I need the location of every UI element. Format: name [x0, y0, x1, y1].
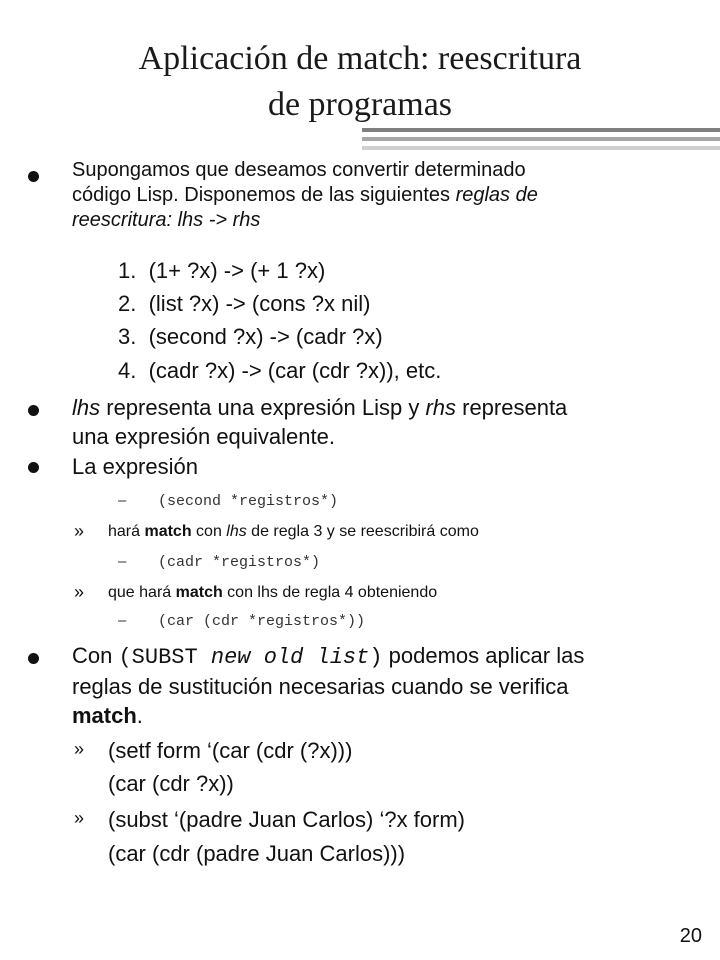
bullet-1-line-3	[72, 208, 538, 233]
bullet-4-line-1	[72, 641, 584, 672]
title-rule-light	[362, 146, 720, 150]
dash-icon: –	[118, 553, 127, 570]
example-1: (setf form ‘(car (cdr (?x)))	[108, 738, 353, 763]
rule-text: (cadr ?x) -> (car (cdr ?x)), etc.	[148, 358, 442, 383]
subst-close: )	[369, 645, 383, 670]
bullet-icon	[28, 653, 39, 664]
rule-text: (list ?x) -> (cons ?x nil)	[148, 291, 371, 316]
bullet-1-line-2-plain: código Lisp. Disponemos de las siguientes	[72, 184, 456, 206]
rule-item	[118, 256, 325, 285]
code-line: (cadr *registros*)	[158, 554, 321, 571]
sub-point-1-pre: hará	[108, 523, 145, 540]
title-line-1: Aplicación de match: reescritura	[138, 40, 582, 77]
example-2-result: (car (cdr (padre Juan Carlos)))	[108, 841, 406, 866]
raquo-icon: »	[74, 582, 85, 602]
bullet-1-line-3-italic: reescritura: lhs -> rhs	[72, 209, 261, 231]
bullet-icon	[28, 405, 39, 416]
dash-icon: –	[118, 492, 127, 509]
bullet-1-line-1: Supongamos que deseamos convertir determinado	[72, 159, 526, 181]
lhs-term: lhs	[226, 523, 247, 540]
sub-point-1-mid: con	[191, 523, 227, 540]
rule-item	[118, 356, 441, 385]
sub-point-2-pre: que hará	[108, 584, 176, 601]
title-line-2: de programas	[267, 86, 453, 123]
bullet-4-con: Con	[72, 643, 119, 668]
rule-number: 3.	[118, 324, 137, 349]
rhs-term: rhs	[425, 395, 456, 420]
rule-text: (1+ ?x) -> (+ 1 ?x)	[148, 258, 326, 283]
subst-code: (SUBST	[118, 645, 211, 670]
match-keyword: match	[72, 703, 137, 728]
title-rule-mid	[362, 137, 720, 141]
sub-point-2-end: con lhs de regla 4 obteniendo	[222, 584, 438, 601]
bullet-1-line-2	[72, 183, 538, 208]
title-rule-dark	[362, 128, 720, 132]
rule-number: 4.	[118, 358, 137, 383]
raquo-icon: »	[74, 739, 85, 759]
bullet-4-line-3	[72, 701, 584, 730]
bullet-icon	[28, 171, 39, 182]
rule-text: (second ?x) -> (cadr ?x)	[148, 324, 383, 349]
rule-item	[118, 322, 383, 351]
lhs-term: lhs	[72, 395, 101, 420]
bullet-4-text	[72, 641, 584, 730]
rule-number: 2.	[118, 291, 137, 316]
sub-point-2	[108, 584, 437, 602]
slide-title	[0, 36, 720, 128]
period: .	[136, 703, 143, 728]
bullet-3-heading: La expresión	[72, 454, 198, 479]
raquo-icon: »	[74, 521, 85, 541]
bullet-2-mid: representa una expresión Lisp y	[100, 395, 426, 420]
bullet-icon	[28, 462, 39, 473]
match-keyword: match	[144, 523, 192, 540]
rule-item	[118, 289, 370, 318]
sub-point-1-end: de regla 3 y se reescribirá como	[246, 523, 479, 540]
bullet-2-line-2: una expresión equivalente.	[72, 424, 335, 449]
sub-point-1	[108, 523, 479, 541]
bullet-4-line-2: reglas de sustitución necesarias cuando se verifica	[72, 674, 569, 699]
bullet-2-text	[72, 393, 567, 451]
dash-icon: –	[118, 612, 127, 629]
code-line: (car (cdr *registros*))	[158, 613, 366, 630]
example-2: (subst ‘(padre Juan Carlos) ‘?x form)	[108, 807, 466, 832]
subst-args: new old list	[210, 645, 370, 670]
bullet-4-rest: podemos aplicar las	[382, 643, 585, 668]
raquo-icon: »	[74, 808, 85, 828]
bullet-1-text	[72, 158, 538, 233]
page-number: 20	[679, 925, 702, 947]
rule-number: 1.	[118, 258, 137, 283]
code-line: (second *registros*)	[158, 493, 339, 510]
match-keyword: match	[175, 584, 223, 601]
bullet-2-line-1	[72, 393, 567, 422]
bullet-1-line-2-italic: reglas de	[455, 184, 538, 206]
bullet-2-end: representa	[456, 395, 568, 420]
example-1-result: (car (cdr ?x))	[108, 771, 234, 796]
